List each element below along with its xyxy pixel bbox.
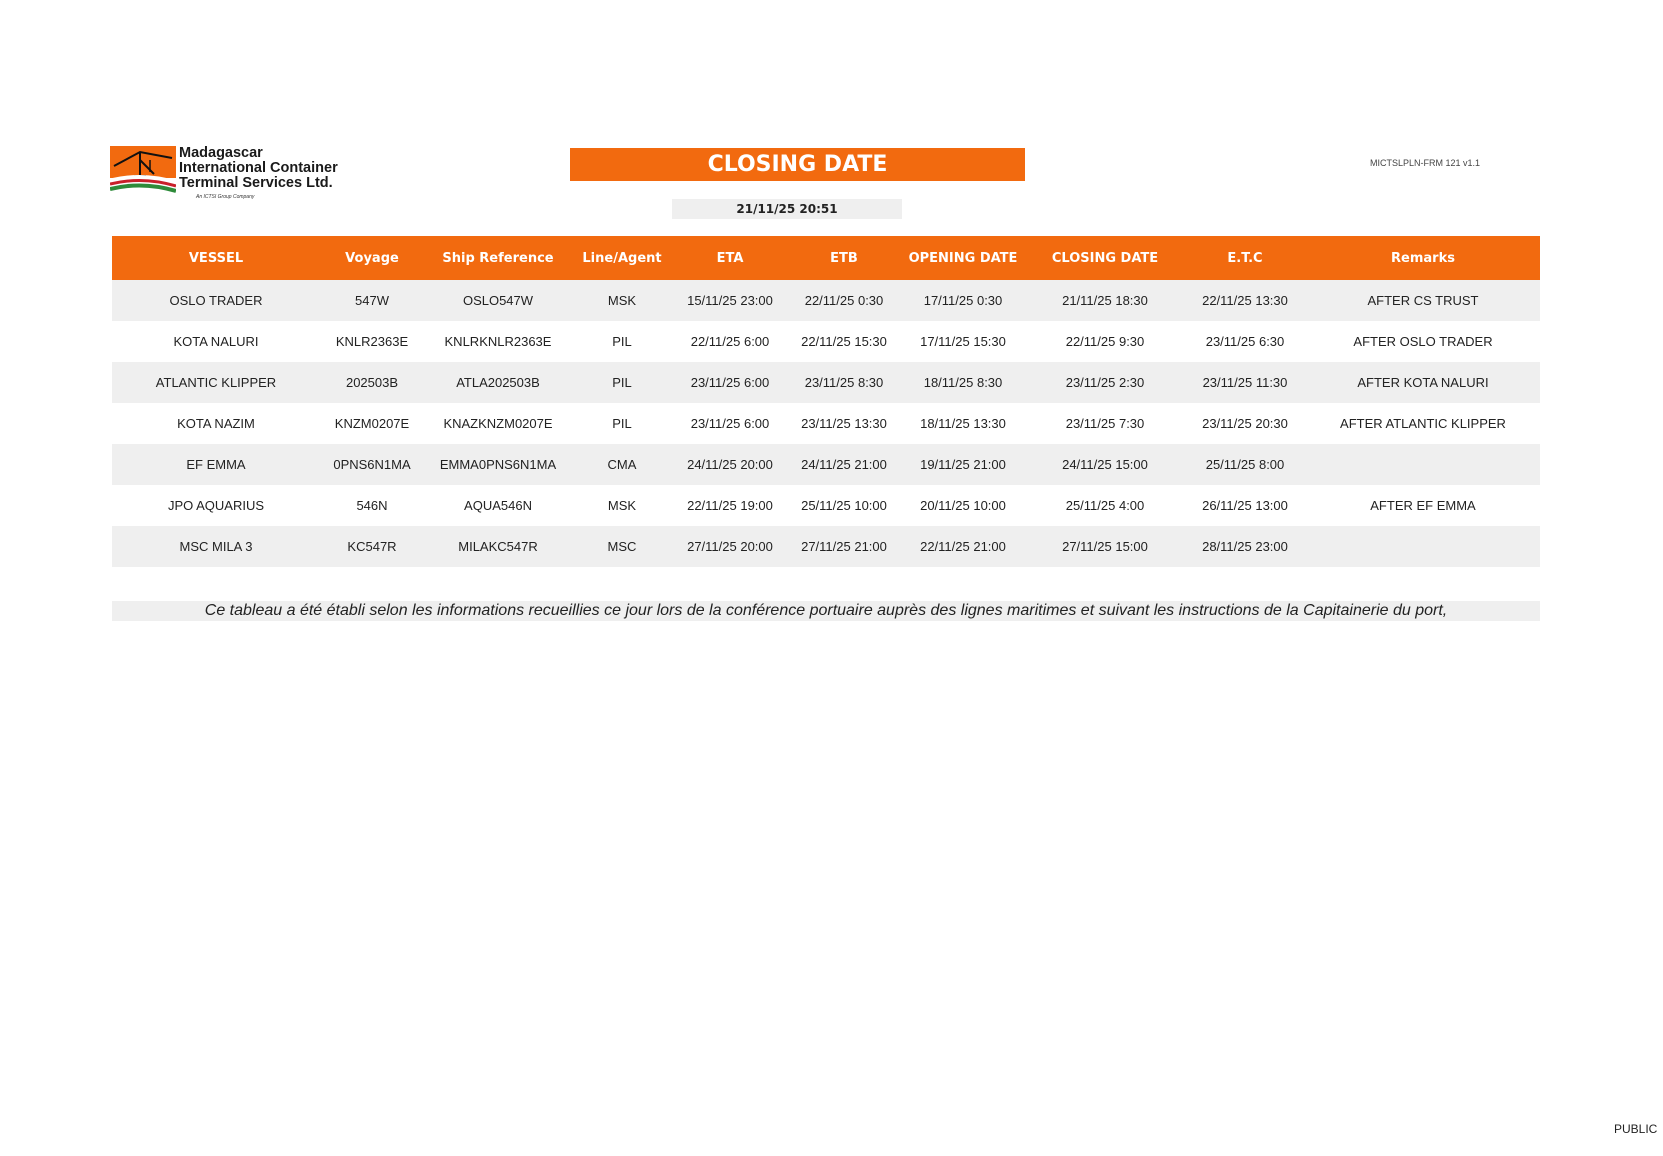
table-row: [112, 444, 1540, 485]
table-cell: EF EMMA: [112, 444, 320, 485]
company-name-line: Terminal Services Ltd.: [179, 175, 333, 191]
company-name-line: International Container: [179, 160, 338, 176]
table-cell: 23/11/25 6:00: [672, 362, 788, 403]
table-cell: PIL: [612, 334, 632, 349]
table-cell: 22/11/25 13:30: [1184, 280, 1306, 321]
table-cell: KNLR2363E: [335, 334, 409, 349]
table-cell: KNZM0207E: [334, 416, 410, 431]
table-cell: 22/11/25 19:00: [687, 498, 773, 513]
table-cell: KNAZKNZM0207E: [443, 416, 553, 431]
table-cell: KNLRKNLR2363E: [444, 334, 552, 349]
column-header-etb: ETB: [788, 236, 900, 280]
table-cell: MSK: [607, 498, 637, 513]
table-cell: 24/11/25 20:00: [672, 444, 788, 485]
table-cell: AFTER OSLO TRADER: [1353, 334, 1493, 349]
table-cell: 24/11/25 15:00: [1026, 444, 1184, 485]
table-cell: AFTER CS TRUST: [1306, 280, 1540, 321]
company-subtitle: An ICTSI Group Company: [196, 194, 255, 200]
table-cell: 27/11/25 21:00: [788, 526, 900, 567]
table-cell: 23/11/25 6:00: [690, 416, 770, 431]
table-cell: KOTA NAZIM: [177, 416, 255, 431]
table-cell: 28/11/25 23:00: [1184, 526, 1306, 567]
closing-date-table: [112, 236, 1540, 567]
table-cell: OSLO TRADER: [112, 280, 320, 321]
table-cell: EMMA0PNS6N1MA: [424, 444, 572, 485]
table-cell: 547W: [320, 280, 424, 321]
company-name-line: Madagascar: [179, 145, 263, 161]
table-cell: 26/11/25 13:00: [1202, 498, 1288, 513]
table-cell: PIL: [612, 416, 632, 431]
table-row: [112, 321, 1540, 362]
table-cell: 17/11/25 0:30: [900, 280, 1026, 321]
table-row: [112, 280, 1540, 321]
company-name: [179, 146, 338, 191]
disclaimer-note: Ce tableau a été établi selon les informations recueillies ce jour lors de la conférence portuaire auprès des lignes maritimes et suivant les instructions de la Capitainerie du port,: [112, 601, 1540, 621]
table-cell: CMA: [572, 444, 672, 485]
table-cell: 18/11/25 13:30: [920, 416, 1006, 431]
document-code: MICTSLPLN-FRM 121 v1.1: [1370, 158, 1481, 168]
table-cell: 23/11/25 13:30: [801, 416, 887, 431]
table-cell: 20/11/25 10:00: [920, 498, 1006, 513]
company-logo: [110, 146, 350, 206]
table-cell: 546N: [356, 498, 388, 513]
column-header-vessel: VESSEL: [112, 236, 320, 280]
table-cell: JPO AQUARIUS: [167, 498, 265, 513]
table-cell: 22/11/25 21:00: [900, 526, 1026, 567]
column-header-line-agent: Line/Agent: [572, 236, 672, 280]
table-cell: 24/11/25 21:00: [788, 444, 900, 485]
table-cell: MSK: [572, 280, 672, 321]
table-cell: 23/11/25 11:30: [1184, 362, 1306, 403]
classification-label: PUBLIC: [1614, 1122, 1658, 1136]
table-cell: 27/11/25 20:00: [672, 526, 788, 567]
table-cell: 18/11/25 8:30: [900, 362, 1026, 403]
table-cell: 202503B: [320, 362, 424, 403]
table-row: [112, 362, 1540, 403]
page-title: CLOSING DATE: [570, 148, 1025, 181]
table-cell: 19/11/25 21:00: [900, 444, 1026, 485]
table-cell: 22/11/25 9:30: [1065, 334, 1145, 349]
table-cell: 17/11/25 15:30: [920, 334, 1006, 349]
table-cell: 22/11/25 15:30: [801, 334, 887, 349]
crane-logo-icon: [110, 146, 176, 196]
report-timestamp: 21/11/25 20:51: [672, 199, 902, 219]
table-cell: 27/11/25 15:00: [1026, 526, 1184, 567]
table-cell: 23/11/25 6:30: [1205, 334, 1285, 349]
table-cell: [1306, 444, 1540, 485]
table-cell: KC547R: [320, 526, 424, 567]
table-cell: 23/11/25 7:30: [1065, 416, 1145, 431]
table-cell: 25/11/25 4:00: [1065, 498, 1145, 513]
column-header-closing-date: CLOSING DATE: [1026, 236, 1184, 280]
table-cell: 23/11/25 20:30: [1202, 416, 1288, 431]
table-cell: MSC: [572, 526, 672, 567]
table-cell: 21/11/25 18:30: [1026, 280, 1184, 321]
table-cell: 0PNS6N1MA: [320, 444, 424, 485]
column-header-opening-date: OPENING DATE: [900, 236, 1026, 280]
column-header-voyage: Voyage: [320, 236, 424, 280]
table-header-row: [112, 236, 1540, 280]
table-cell: AFTER KOTA NALURI: [1306, 362, 1540, 403]
table-cell: PIL: [572, 362, 672, 403]
table-cell: [1306, 526, 1540, 567]
table-cell: AFTER EF EMMA: [1370, 498, 1476, 513]
column-header-ship-reference: Ship Reference: [424, 236, 572, 280]
table-cell: 22/11/25 0:30: [788, 280, 900, 321]
table-cell: 25/11/25 10:00: [801, 498, 887, 513]
table-cell: 15/11/25 23:00: [672, 280, 788, 321]
table-cell: MILAKC547R: [424, 526, 572, 567]
table-cell: ATLA202503B: [424, 362, 572, 403]
table-cell: KOTA NALURI: [173, 334, 259, 349]
table-cell: ATLANTIC KLIPPER: [112, 362, 320, 403]
table-cell: AFTER ATLANTIC KLIPPER: [1340, 416, 1506, 431]
column-header-eta: ETA: [672, 236, 788, 280]
table-cell: OSLO547W: [424, 280, 572, 321]
table-cell: 22/11/25 6:00: [690, 334, 770, 349]
table-row: [112, 485, 1540, 526]
table-row: [112, 526, 1540, 567]
table-cell: AQUA546N: [464, 498, 532, 513]
table-cell: MSC MILA 3: [112, 526, 320, 567]
table-cell: 23/11/25 2:30: [1026, 362, 1184, 403]
column-header-remarks: Remarks: [1306, 236, 1540, 280]
table-row: [112, 403, 1540, 444]
table-cell: 23/11/25 8:30: [788, 362, 900, 403]
column-header-etc: E.T.C: [1184, 236, 1306, 280]
table-cell: 25/11/25 8:00: [1184, 444, 1306, 485]
